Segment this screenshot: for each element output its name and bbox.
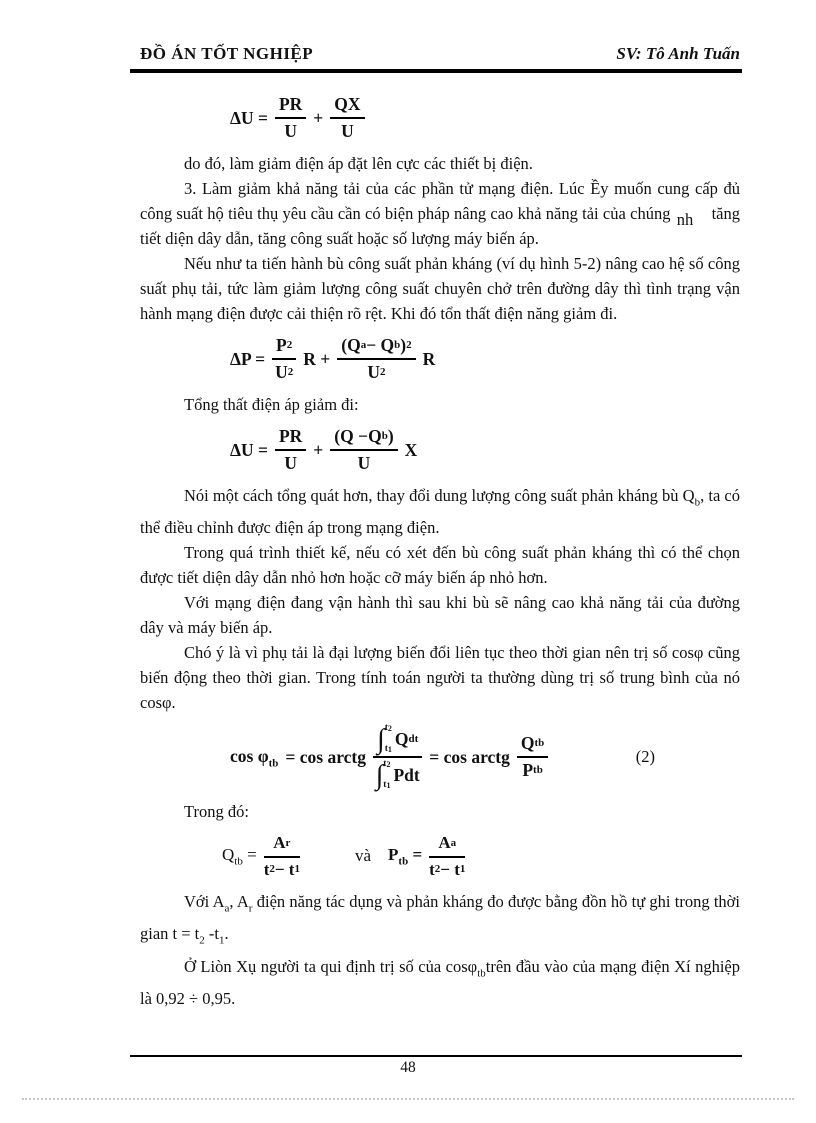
formula-lhs: ΔU = (230, 439, 268, 460)
fraction (272, 335, 296, 383)
paragraph-compensation (140, 251, 740, 326)
subscript: dt (408, 732, 419, 745)
symbol: P (276, 335, 287, 355)
paragraph-text: 3. Làm giảm khả năng tải của các phần tử mạng điện. Lúc Ềy muốn cung cấp đủ công suất hộ tiêu thụ yêu cầu cần có biện pháp nâng cao khả năng tải của chúng (140, 179, 740, 223)
subscript: a (450, 836, 457, 849)
fraction-numerator (517, 733, 548, 758)
subscript: tb (477, 966, 486, 979)
paragraph-text: trên đầu vào của mạng điện Xí nghiệp là 0,92 ÷ 0,95. (140, 956, 740, 1008)
symbol: Q (222, 845, 235, 865)
symbol: U (367, 362, 380, 382)
formula-lhs (388, 845, 422, 867)
symbol: cos φ (230, 745, 269, 766)
symbol: t (429, 859, 435, 879)
symbol: Q (394, 728, 409, 749)
symbol: t (263, 859, 270, 879)
equation-number: (2) (635, 747, 655, 767)
subscript: 1 (294, 863, 300, 876)
paragraph-general (140, 483, 740, 540)
fraction (275, 94, 306, 142)
formula-lhs: ΔP = (230, 348, 266, 369)
page-header (0, 0, 816, 64)
formula-cos-phi (230, 724, 740, 790)
bottom-dotted-line (22, 1098, 794, 1100)
subscript: 2 (199, 934, 205, 947)
paragraph-where (140, 799, 740, 824)
subscript: tb (268, 757, 279, 770)
symbol: (Q (341, 335, 361, 355)
subscript: tb (234, 855, 243, 868)
fraction-denominator: U (341, 121, 354, 141)
paragraph-text: Tổng thất điện áp giảm đi: (184, 395, 359, 414)
paragraph-text: tăng tiết diện dây dẫn, tăng công suất hoặc số lượng máy biến áp. (140, 204, 740, 248)
symbol: P (522, 760, 534, 781)
integral (376, 760, 394, 790)
subscript: r (285, 836, 291, 849)
formula-lhs (230, 746, 278, 770)
fraction-numerator (337, 335, 415, 360)
subscript: b (394, 339, 401, 351)
fraction-integrals (373, 724, 422, 790)
paragraph-text: -t (204, 924, 219, 944)
subscript: a (360, 339, 367, 351)
conjunction-va: và (354, 846, 372, 866)
integral (377, 724, 395, 754)
paragraph-text: Nếu như ta tiến hành bù công suất phản kháng (ví dụ hình 5-2) nâng cao hệ số công suất phụ tải, tức làm giảm lượng công suất chuyên chở trên đường dây thì tình trạng vận hành mạng điện được cải thiện rõ rệt. Khi đó tổn thất điện năng giảm đi. (140, 254, 740, 323)
subscript: 2 (434, 863, 441, 876)
fraction-denominator (337, 360, 415, 383)
paragraph-operation (140, 590, 740, 640)
paragraph-text: Nói một cách tổng quát hơn, thay đổi dung lượng công suất phản kháng bù Q (184, 486, 695, 505)
limit-upper: t2 (384, 723, 392, 734)
fraction-numerator: PR (275, 426, 306, 451)
fraction-denominator (517, 758, 548, 781)
symbol: Q (520, 733, 535, 754)
author-name: SV: Tô Anh Tuấn (616, 44, 740, 63)
fraction-denominator: U (284, 121, 297, 141)
paragraph-effect (140, 151, 740, 176)
fraction-numerator (330, 426, 397, 451)
superscript: 2 (287, 366, 294, 378)
subscript: tb (533, 764, 543, 777)
subscript: 1 (459, 863, 466, 876)
fraction-denominator (429, 858, 465, 880)
subscript: tb (398, 855, 409, 868)
fraction-numerator (429, 833, 465, 857)
symbol: − Q (366, 335, 395, 355)
paragraph-text: Trong quá trình thiết kế, nếu có xét đến bù công suất phản kháng thì có thể chọn được tiết diện dây dẫn nhỏ hơn hoặc cỡ máy biến áp nhỏ hơn. (140, 543, 740, 588)
limit-upper: t2 (383, 759, 391, 770)
formula-lhs (222, 845, 257, 867)
integral-sign: ∫ (377, 723, 385, 755)
symbol: A (438, 833, 451, 853)
symbol: − t (274, 859, 295, 879)
document-body (0, 73, 816, 1011)
fraction (429, 833, 465, 880)
symbol: − t (440, 859, 460, 879)
subscript: b (381, 430, 388, 442)
limit-lower: t1 (383, 779, 391, 790)
paragraph-design (140, 540, 740, 590)
symbol: Pdt (393, 764, 420, 785)
symbol: U (275, 362, 288, 382)
paragraph-text: Ở Liòn Xụ người ta qui định trị số của cosφ (184, 956, 478, 976)
formula-eq: = cos arctg (285, 746, 367, 767)
paragraph-text: Với mạng điện đang vận hành thì sau khi bù sẽ nâng cao khả năng tải của đường dây và máy biến áp. (140, 593, 740, 638)
symbol: ) (400, 335, 407, 355)
subscript: a (224, 902, 230, 915)
subscript: r (248, 902, 253, 915)
document-title: ĐỒ ÁN TỐT NGHIỆP (140, 44, 314, 63)
operator-plus: + (313, 439, 324, 460)
operator-plus: + (313, 107, 324, 128)
paragraph-text: do đó, làm giảm điện áp đặt lên cực các thiết bị điện. (184, 154, 533, 173)
paragraph-energy (140, 889, 740, 954)
paragraph-text: Chó ý là vì phụ tải là đại lượng biến đổi liên tục theo thời gian nên trị số cosφ cũng biến động theo thời gian. Trong tính toán người ta thường dùng trị số trung bình của nó cosφ. (140, 643, 740, 713)
paragraph-text: Trong đó: (184, 802, 249, 822)
limit-lower: t1 (384, 743, 392, 754)
paragraph-point-3 (140, 176, 740, 251)
symbol: A (273, 833, 286, 853)
integral-limits (383, 760, 390, 790)
formula-tail: R (422, 348, 436, 369)
subscript: 1 (218, 934, 225, 947)
subscript: b (694, 496, 701, 509)
fraction-denominator (373, 758, 422, 790)
fraction-numerator (373, 724, 422, 758)
lowered-text: nh (676, 210, 694, 229)
subscript: 2 (269, 863, 275, 876)
fraction-numerator (272, 335, 296, 360)
formula-mid: R + (303, 348, 331, 369)
footer-rule (130, 1055, 742, 1057)
formula-delta-u-1 (230, 94, 740, 142)
fraction-denominator: U (284, 453, 297, 473)
equals: = (412, 845, 423, 865)
formula-qtb-ptb (222, 833, 740, 880)
fraction (517, 733, 548, 781)
symbol: ) (387, 426, 394, 446)
fraction-denominator (264, 858, 300, 880)
paragraph-text: Với A (184, 892, 225, 912)
page-number: 48 (400, 1059, 416, 1076)
formula-lhs: ΔU = (230, 107, 268, 128)
superscript: 2 (286, 339, 293, 351)
fraction (275, 426, 306, 474)
fraction-numerator: PR (275, 94, 306, 119)
integral-sign: ∫ (375, 759, 384, 791)
paragraph-note (140, 640, 740, 715)
formula-tail: X (404, 439, 418, 460)
paragraph-voltage-loss (140, 392, 740, 417)
paragraph-text: . (224, 924, 229, 944)
symbol: P (388, 845, 399, 865)
symbol: (Q −Q (334, 426, 382, 446)
superscript: 2 (406, 339, 412, 351)
subscript: tb (534, 737, 545, 750)
formula-eq: = cos arctg (429, 746, 510, 767)
fraction-numerator: QX (330, 94, 364, 119)
fraction (264, 833, 300, 880)
superscript: 2 (380, 366, 386, 378)
fraction (330, 94, 364, 142)
equals: = (247, 845, 257, 865)
paragraph-ussr-standard (140, 954, 740, 1011)
fraction-denominator (272, 360, 296, 383)
paragraph-text: , ta có thể điều chỉnh được điện áp trong mạng điện. (140, 486, 740, 538)
fraction (337, 335, 415, 383)
integral-limits (385, 724, 392, 754)
formula-delta-u-2 (230, 426, 740, 474)
paragraph-text: điện năng tác dụng và phản kháng đo được bằng đồn hồ tự ghi trong thời gian t = t (140, 892, 740, 944)
formula-delta-p (230, 335, 740, 383)
fraction-denominator: U (357, 453, 371, 473)
fraction-numerator (264, 833, 300, 857)
fraction (330, 426, 397, 474)
paragraph-text: , A (229, 892, 249, 912)
